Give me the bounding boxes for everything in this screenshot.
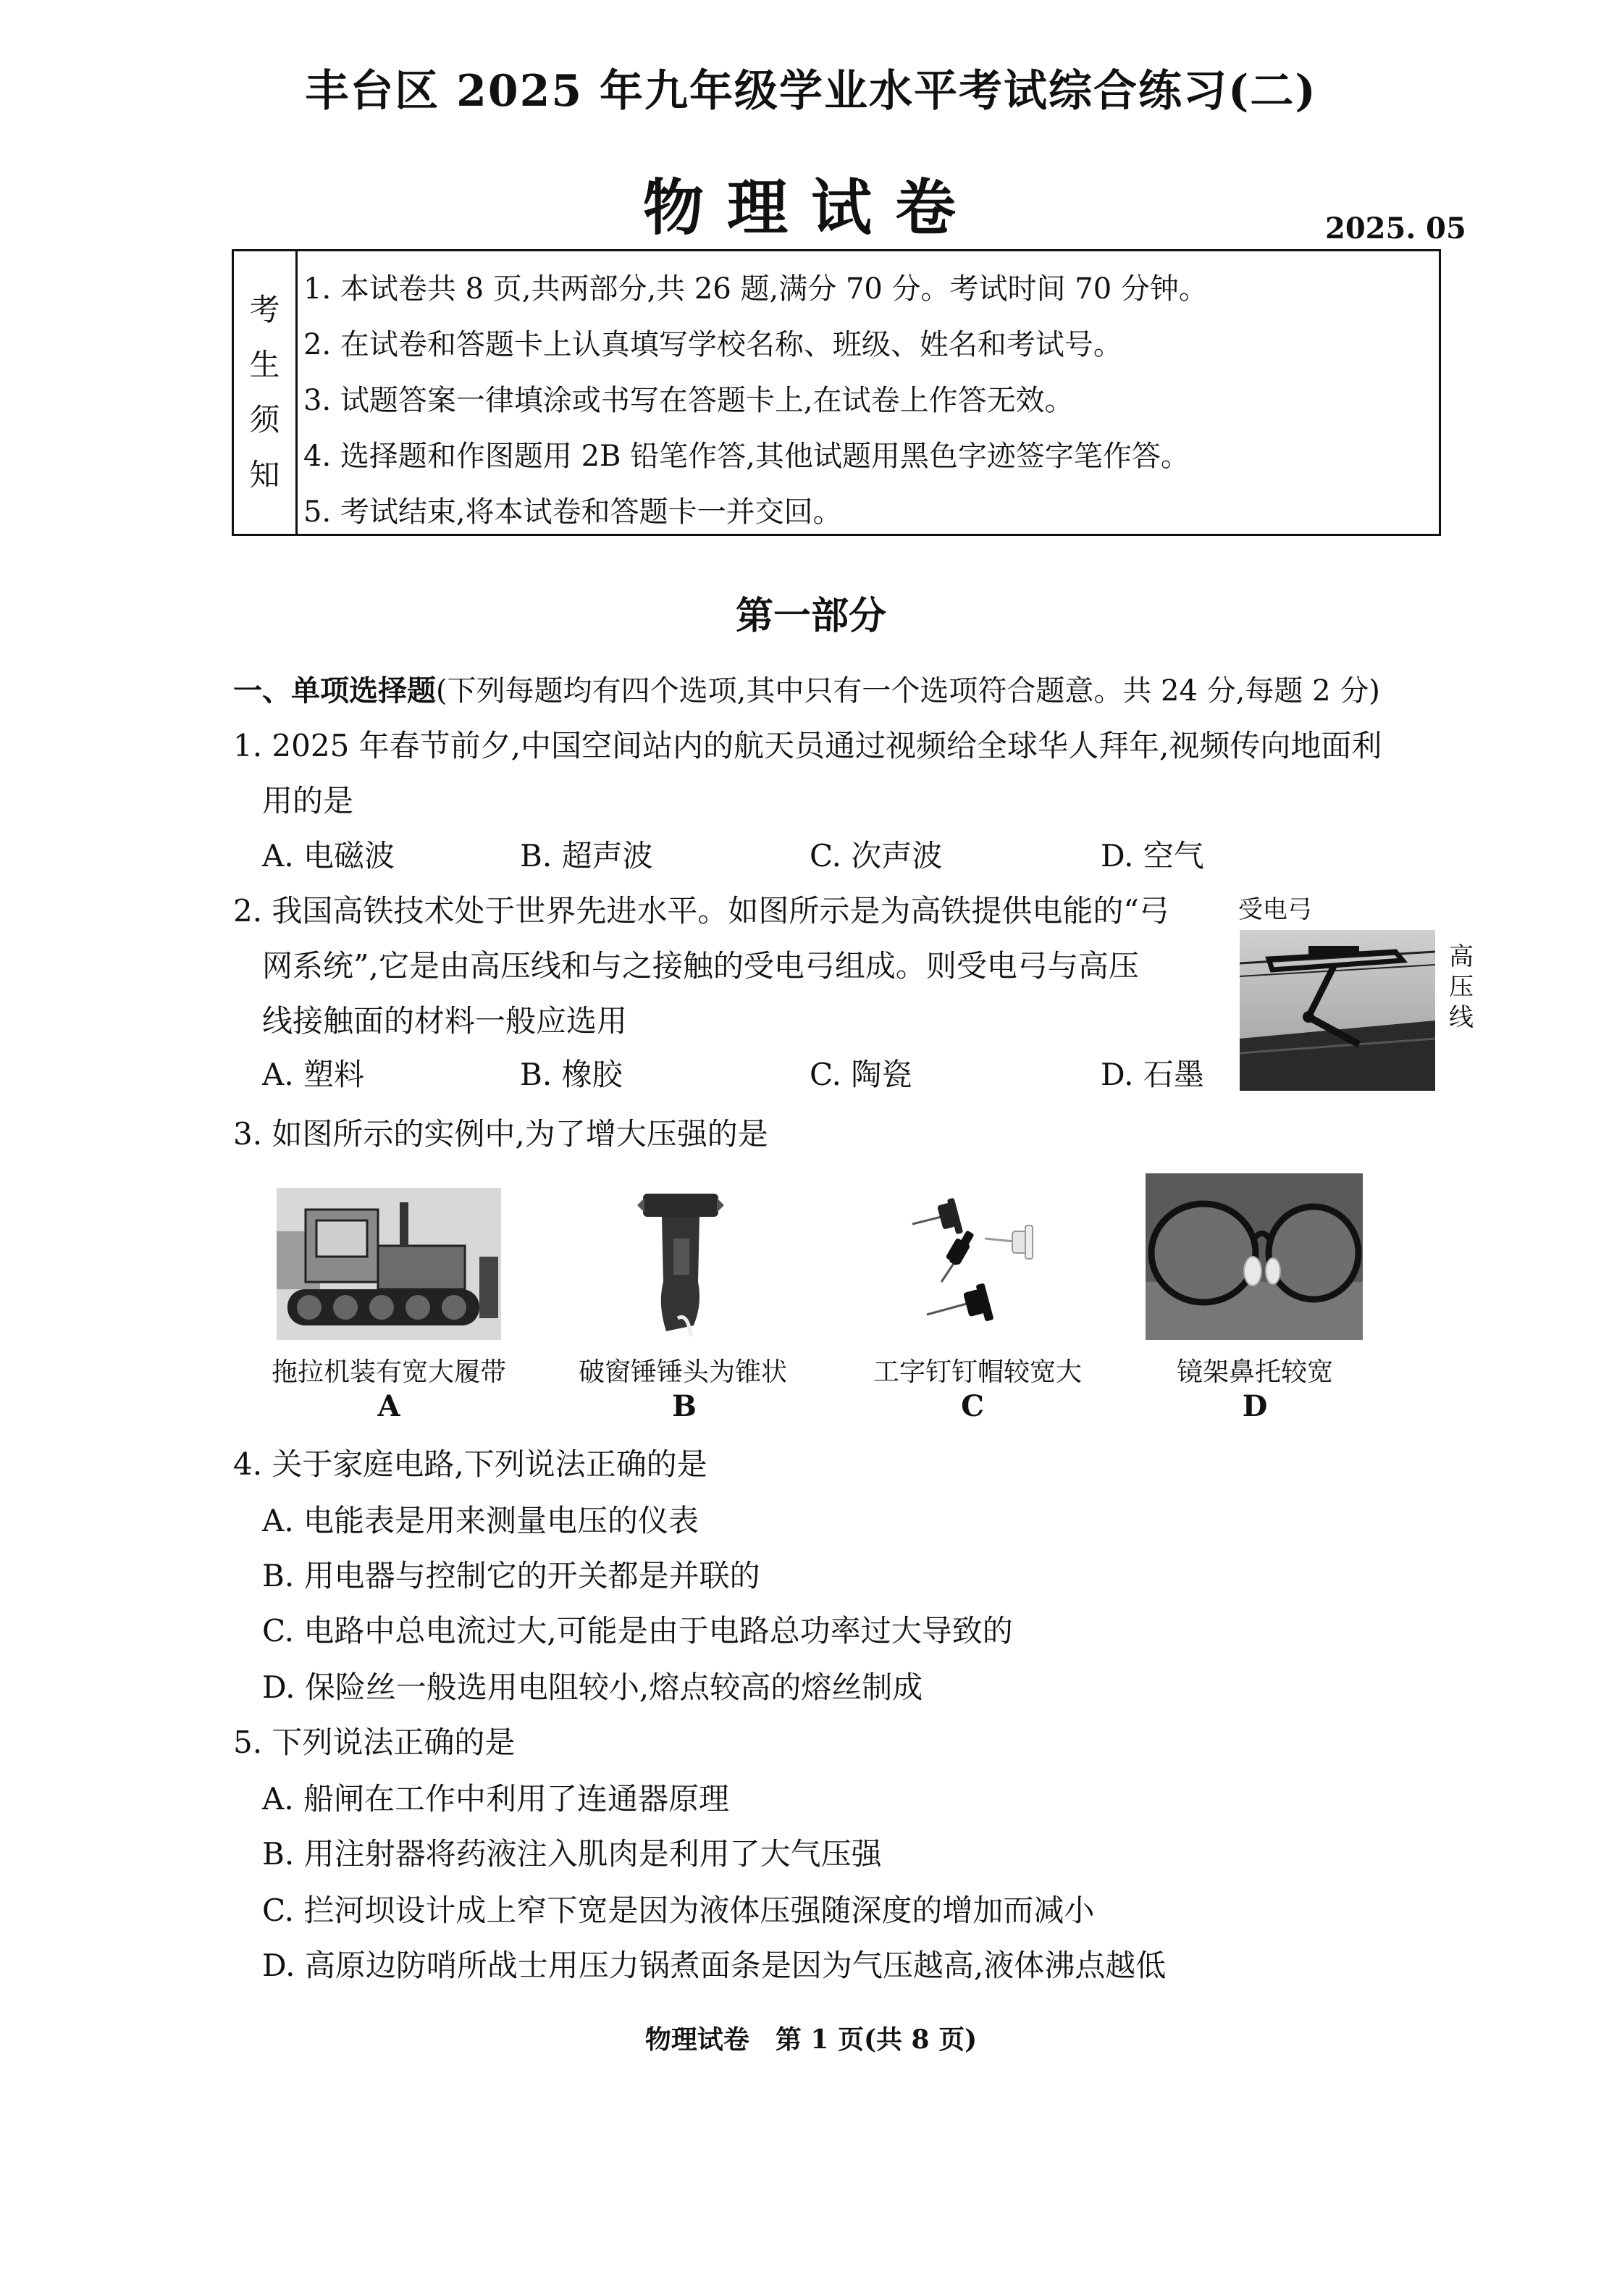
q4-text-line1: 4. 关于家庭电路,下列说法正确的是 bbox=[233, 1446, 707, 1482]
notice-label-char: 考 bbox=[249, 292, 280, 327]
page-footer: 物理试卷 第 1 页(共 8 页) bbox=[644, 2024, 978, 2055]
q3-letter-b: B bbox=[672, 1389, 697, 1423]
q1-text-line2: 用的是 bbox=[262, 783, 354, 818]
q3-tractor-figure bbox=[277, 1188, 501, 1340]
q5-option-a: A. 船闸在工作中利用了连通器原理 bbox=[262, 1781, 730, 1817]
notice-item: 3. 试题答案一律填涂或书写在答题卡上,在试卷上作答无效。 bbox=[303, 384, 1074, 417]
exam-title: 丰台区 2025 年九年级学业水平考试综合练习(二) bbox=[305, 66, 1317, 117]
exam-subject-title: 物理试卷 bbox=[642, 172, 979, 243]
q4-option-c: C. 电路中总电流过大,可能是由于电路总功率过大导致的 bbox=[262, 1613, 1013, 1648]
q5-option-d: D. 高原边防哨所战士用压力锅煮面条是因为气压越高,液体沸点越低 bbox=[262, 1948, 1167, 1983]
q2-figure-label-wire-char: 线 bbox=[1449, 1003, 1474, 1032]
q1-option-d: D. 空气 bbox=[1101, 838, 1204, 873]
q1-option-b: B. 超声波 bbox=[520, 838, 653, 873]
q2-pantograph-figure bbox=[1240, 930, 1435, 1091]
notice-item: 4. 选择题和作图题用 2B 铅笔作答,其他试题用黑色字迹签字笔作答。 bbox=[303, 440, 1190, 473]
q2-option-a: A. 塑料 bbox=[262, 1057, 365, 1092]
q1-text-line1: 1. 2025 年春节前夕,中国空间站内的航天员通过视频给全球华人拜年,视频传向地面利 bbox=[233, 728, 1382, 763]
q3-letter-c: C bbox=[961, 1389, 984, 1423]
q2-figure-label-wire-char: 压 bbox=[1449, 973, 1474, 1002]
q3-text-line1: 3. 如图所示的实例中,为了增大压强的是 bbox=[233, 1116, 768, 1152]
q5-text-line1: 5. 下列说法正确的是 bbox=[233, 1725, 516, 1760]
q2-figure-label-pantograph: 受电弓 bbox=[1238, 895, 1312, 924]
q1-option-a: A. 电磁波 bbox=[262, 838, 395, 873]
q3-caption-b: 破窗锤锤头为锥状 bbox=[578, 1357, 787, 1387]
notice-label-char: 须 bbox=[249, 402, 280, 437]
q3-hammer-figure bbox=[637, 1188, 724, 1347]
q1-option-c: C. 次声波 bbox=[810, 838, 943, 873]
q2-figure-label-wire-char: 高 bbox=[1449, 942, 1474, 971]
q4-option-d: D. 保险丝一般选用电阻较小,熔点较高的熔丝制成 bbox=[262, 1669, 923, 1705]
notice-items bbox=[303, 261, 1432, 540]
q2-figure-label-wire bbox=[1445, 942, 1477, 1033]
q5-option-c: C. 拦河坝设计成上窄下宽是因为液体压强随深度的增加而减小 bbox=[262, 1893, 1095, 1928]
q3-letter-d: D bbox=[1242, 1389, 1268, 1423]
notice-item: 1. 本试卷共 8 页,共两部分,共 26 题,满分 70 分。考试时间 70 分钟。 bbox=[303, 272, 1208, 306]
exam-date: 2025. 05 bbox=[1325, 211, 1466, 246]
q2-option-d: D. 石墨 bbox=[1101, 1057, 1204, 1092]
q3-letter-a: A bbox=[377, 1389, 400, 1423]
q3-caption-a: 拖拉机装有宽大履带 bbox=[271, 1357, 506, 1387]
section-heading-note: (下列每题均有四个选项,其中只有一个选项符合题意。共 24 分,每题 2 分) bbox=[436, 674, 1380, 708]
q3-caption-c: 工字钉钉帽较宽大 bbox=[873, 1357, 1082, 1387]
candidate-notice-box bbox=[232, 249, 1441, 536]
section-heading bbox=[233, 668, 1380, 709]
notice-item: 5. 考试结束,将本试卷和答题卡一并交回。 bbox=[303, 495, 842, 529]
q2-text-line1: 2. 我国高铁技术处于世界先进水平。如图所示是为高铁提供电能的“弓 bbox=[233, 893, 1169, 929]
q5-option-b: B. 用注射器将药液注入肌肉是利用了大气压强 bbox=[262, 1836, 882, 1872]
part-title: 第一部分 bbox=[735, 594, 886, 638]
q2-option-b: B. 橡胶 bbox=[520, 1057, 623, 1092]
q2-text-line3: 线接触面的材料一般应选用 bbox=[262, 1003, 628, 1039]
q2-text-line2: 网系统”,它是由高压线和与之接触的受电弓组成。则受电弓与高压 bbox=[262, 948, 1139, 984]
q4-option-a: A. 电能表是用来测量电压的仪表 bbox=[262, 1503, 699, 1538]
q3-caption-d: 镜架鼻托较宽 bbox=[1176, 1357, 1333, 1387]
section-heading-label: 一、单项选择题 bbox=[233, 674, 436, 708]
notice-label-char: 知 bbox=[249, 457, 280, 493]
q4-option-b: B. 用电器与控制它的开关都是并联的 bbox=[262, 1558, 760, 1593]
q2-option-c: C. 陶瓷 bbox=[810, 1057, 912, 1092]
notice-item: 2. 在试卷和答题卡上认真填写学校名称、班级、姓名和考试号。 bbox=[303, 328, 1122, 361]
notice-label bbox=[234, 251, 298, 534]
q3-pushpin-figure bbox=[898, 1188, 1057, 1333]
notice-label-char: 生 bbox=[249, 347, 280, 382]
q3-glasses-figure bbox=[1146, 1173, 1363, 1340]
